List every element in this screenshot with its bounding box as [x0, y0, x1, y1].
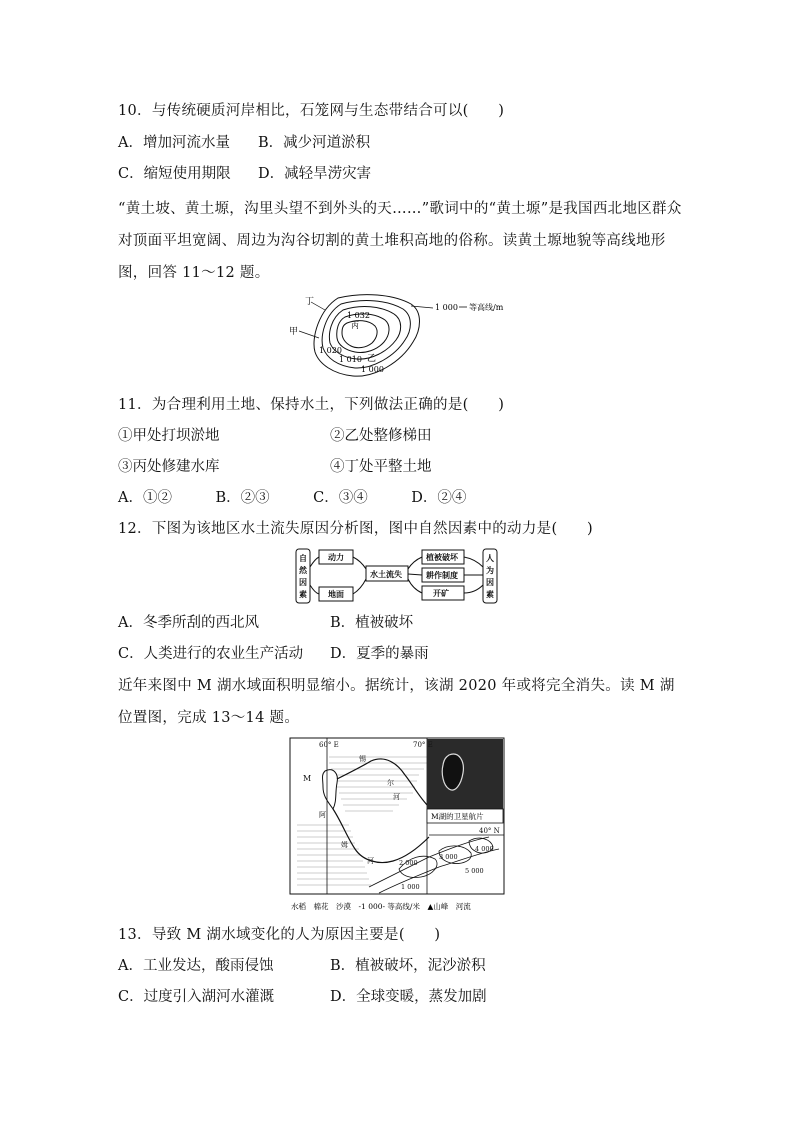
power-label: 动力: [328, 552, 344, 562]
intro-11-12: “黄土坡、黄土塬，沟里头望不到外头的天……”歌词中的“黄土塬”是我国西北地区群众对顶面平坦宽阔、周边为沟谷切割的黄土堆积高地的俗称。读黄土塬地貌等高线地形图，回答 11～12 题。: [118, 201, 682, 281]
mining-label: 开矿: [433, 588, 449, 598]
river-char-3: 河: [393, 793, 400, 801]
q12-option-c: C．人类进行的农业生产活动: [118, 646, 304, 662]
lake-map-legend: 水稻 棉花 沙漠 -1 000- 等高线/米 ▲山峰 河流: [291, 902, 471, 911]
q12-option-a: A．冬季所刮的西北风: [118, 615, 259, 631]
natural-char-4: 素: [299, 589, 307, 599]
q11-options: A．①② B．②③ C．③④ D．②④: [118, 490, 467, 506]
ground-label: 地面: [328, 589, 344, 599]
label-bing: 丙: [351, 321, 359, 330]
label-1010: 1 010: [339, 355, 362, 364]
label-yi: 乙: [367, 354, 377, 364]
river-char-5: 姆: [341, 841, 348, 849]
river-char-1: 锡: [359, 755, 366, 763]
natural-char-2: 然: [299, 565, 307, 575]
river-char-6: 河: [367, 857, 374, 865]
q11-statement-3: ③丙处修建水库: [118, 459, 220, 475]
contour-2000: 2 000: [399, 859, 418, 867]
river-char-2: 尔: [387, 779, 394, 787]
soil-erosion-diagram: [295, 547, 498, 605]
human-char-2: 为: [486, 565, 494, 575]
intro-13-14: 近年来图中 M 湖水域面积明显缩小。据统计，该湖 2020 年或将完全消失。读 M 湖位置图，完成 13～14 题。: [118, 678, 675, 726]
contour-3000: 3 000: [439, 853, 458, 861]
q10-option-b: B．减少河道淤积: [258, 135, 371, 151]
satellite-image: [427, 739, 503, 809]
q10-stem: 10．与传统硬质河岸相比，石笼网与生态带结合可以( ): [118, 103, 505, 119]
contour-1000: 1 000: [401, 883, 420, 891]
lat40-label: 40° N: [479, 827, 500, 835]
q10-option-a: A．增加河流水量: [118, 135, 230, 151]
q11-stem: 11．为合理利用土地、保持水土，下列做法正确的是( ): [118, 397, 505, 413]
label-1000-bottom: 1 000: [361, 365, 384, 374]
q11-statement-1: ①甲处打坝淤地: [118, 428, 220, 444]
lon60-label: 60° E: [319, 741, 339, 749]
contour-legend: 等高线/m: [469, 303, 504, 312]
contour-map-figure: [283, 290, 523, 382]
natural-char-3: 因: [299, 577, 307, 587]
q11-statement-4: ④丁处平整土地: [330, 459, 432, 475]
contour-4000: 4 000: [475, 845, 494, 853]
q13-option-d: D．全球变暖，蒸发加剧: [330, 989, 487, 1005]
q10-option-d: D．减轻旱涝灾害: [258, 166, 372, 182]
m-label: M: [303, 774, 312, 783]
q13-option-b: B．植被破坏，泥沙淤积: [330, 958, 486, 974]
q13-stem: 13．导致 M 湖水域变化的人为原因主要是( ): [118, 927, 441, 943]
contour-5000: 5 000: [465, 867, 484, 875]
q11-statement-2: ②乙处整修梯田: [330, 428, 432, 444]
human-char-4: 素: [486, 589, 494, 599]
satellite-caption: M湖的卫星航片: [431, 812, 484, 821]
q13-option-a: A．工业发达，酸雨侵蚀: [118, 958, 274, 974]
river-char-4: 阿: [319, 811, 326, 819]
center-label: 水土流失: [370, 569, 402, 579]
farming-label: 耕作制度: [426, 570, 458, 580]
label-jia: 甲: [289, 327, 299, 337]
lon70-label: 70° E: [413, 741, 433, 749]
natural-char-1: 自: [299, 553, 307, 563]
label-ding: 丁: [305, 297, 315, 307]
label-1020: 1 020: [319, 346, 342, 355]
q12-stem: 12．下图为该地区水土流失原因分析图，图中自然因素中的动力是( ): [118, 521, 593, 537]
q10-option-c: C．缩短使用期限: [118, 166, 231, 182]
human-char-3: 因: [486, 577, 494, 587]
m-lake-location-map: [289, 737, 505, 913]
label-1000-right: 1 000: [435, 303, 458, 312]
label-1032: 1 032: [347, 311, 370, 320]
human-char-1: 人: [486, 553, 494, 563]
q13-option-c: C．过度引入湖河水灌溉: [118, 989, 275, 1005]
veg-label: 植被破坏: [426, 552, 458, 562]
q12-option-d: D．夏季的暴雨: [330, 646, 429, 662]
q12-option-b: B．植被破坏: [330, 615, 414, 631]
